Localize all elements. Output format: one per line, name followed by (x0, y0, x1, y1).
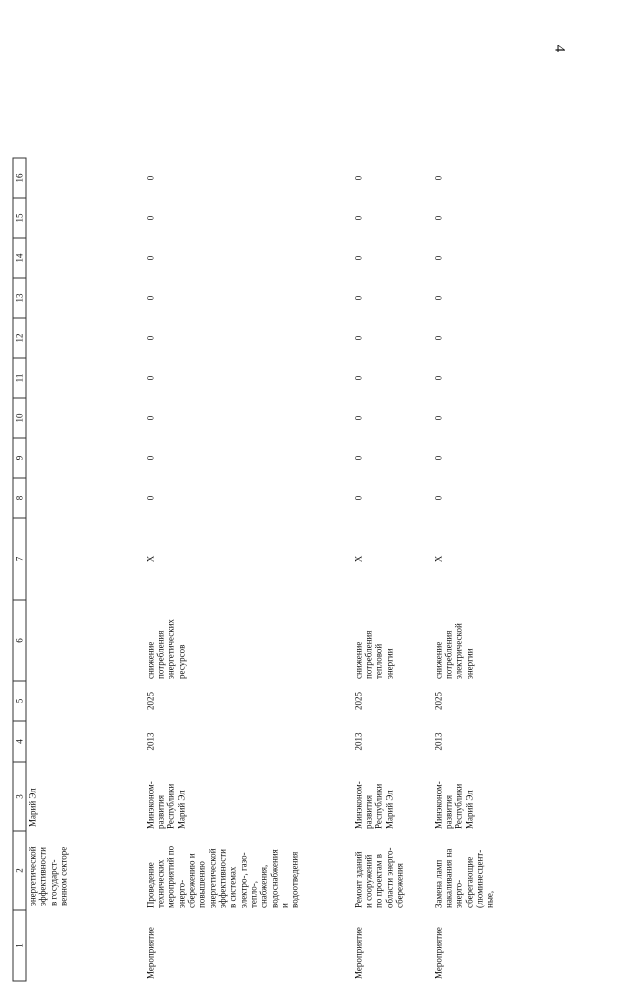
column-header: 11 (13, 358, 26, 398)
value-cell: 0 (145, 335, 155, 341)
value-cell: 0 (353, 415, 363, 421)
value-cell: 0 (433, 415, 443, 421)
column-header: 15 (13, 198, 26, 238)
value-cell: 0 (353, 495, 363, 501)
value-cell: 0 (433, 175, 443, 181)
column-header: 5 (13, 681, 26, 721)
column-number-header-row (13, 158, 26, 981)
executor-cell: Минэконом- развития Республики Марий Эл (353, 781, 395, 829)
type-cell: Мероприятие (433, 927, 443, 979)
column-header: 4 (13, 721, 26, 762)
table-row (144, 158, 352, 981)
table-row (432, 158, 522, 981)
executor-cell: Минэконом- развития Республики Марий Эл (433, 781, 475, 829)
value-cell: 0 (145, 455, 155, 461)
measure-name-cell: энергетической эффективности в государст- венном секторе (27, 846, 69, 906)
value-cell (26, 318, 144, 358)
measures-table (13, 173, 529, 982)
table-row (352, 158, 432, 981)
value-cell: 0 (145, 495, 155, 501)
value-cell: 0 (145, 175, 155, 181)
value-cell: 0 (145, 255, 155, 261)
column-header: 16 (13, 158, 26, 198)
measure-name-cell: Замена ламп накаливания на энерго- сберегающие (люминесцент- ные, (433, 848, 495, 908)
column-header: 7 (13, 518, 26, 600)
end-year-cell: 2025 (433, 692, 443, 710)
value-cell: 0 (433, 455, 443, 461)
end-year-cell: 2025 (353, 692, 363, 710)
measure-name-cell: Проведение технических мероприятий по энерго- сбережению и повышению энергетической эффективности в системах электро-, газо- тепло-, снабжения, водоснабжения и водоотведения (145, 845, 300, 908)
column-header: 14 (13, 238, 26, 278)
value-cell: 0 (145, 295, 155, 301)
measure-name-cell: Ремонт зданий и сооружений по проектам в области энерго- сбережения (353, 847, 405, 908)
type-cell: Мероприятие (353, 927, 363, 979)
end-year-cell: 2025 (145, 692, 155, 710)
value-cell (26, 238, 144, 278)
value-cell: 0 (433, 295, 443, 301)
value-cell (26, 278, 144, 318)
expected-result-cell: снижение потребления энергетических ресурсов (145, 619, 187, 679)
start-year-cell (26, 721, 144, 762)
column-header: 10 (13, 398, 26, 438)
executor-cell: Минэконом- развития Республики Марий Эл (145, 781, 187, 829)
column-header: 13 (13, 278, 26, 318)
executor-cell: Марий Эл (27, 788, 38, 827)
start-year-cell: 2013 (433, 732, 443, 751)
value-cell (26, 478, 144, 518)
value-cell: 0 (353, 175, 363, 181)
column-header: 1 (13, 910, 26, 981)
value-cell: 0 (353, 335, 363, 341)
page-number: 4 (551, 44, 568, 53)
value-cell: 0 (353, 215, 363, 221)
end-year-cell (26, 681, 144, 721)
value-cell: 0 (433, 255, 443, 261)
value-cell (26, 198, 144, 238)
indicator-cell: Х (353, 555, 363, 563)
value-cell (26, 398, 144, 438)
value-cell (26, 158, 144, 198)
indicator-cell: Х (145, 555, 155, 563)
value-cell (26, 358, 144, 398)
value-cell: 0 (433, 375, 443, 381)
column-header: 12 (13, 318, 26, 358)
column-header: 9 (13, 438, 26, 478)
value-cell: 0 (353, 255, 363, 261)
column-header: 3 (13, 762, 26, 831)
value-cell: 0 (353, 375, 363, 381)
indicator-cell: Х (433, 555, 443, 563)
value-cell: 0 (145, 215, 155, 221)
indicator-cell (26, 518, 144, 600)
start-year-cell: 2013 (145, 732, 155, 751)
value-cell: 0 (433, 335, 443, 341)
expected-result-cell: снижение потребления электрической энергии (433, 623, 475, 679)
value-cell: 0 (433, 495, 443, 501)
column-header: 6 (13, 600, 26, 681)
table-row (26, 158, 144, 981)
column-header: 8 (13, 478, 26, 518)
value-cell: 0 (145, 375, 155, 381)
value-cell: 0 (353, 295, 363, 301)
value-cell (26, 438, 144, 478)
expected-result-cell: снижение потребления тепловой энергии (353, 630, 395, 679)
expected-result-cell (26, 600, 144, 681)
value-cell: 0 (353, 455, 363, 461)
start-year-cell: 2013 (353, 732, 363, 751)
value-cell: 0 (433, 215, 443, 221)
value-cell: 0 (145, 415, 155, 421)
type-cell: Мероприятие (145, 927, 155, 979)
type-cell (26, 910, 144, 981)
column-header: 2 (13, 831, 26, 910)
